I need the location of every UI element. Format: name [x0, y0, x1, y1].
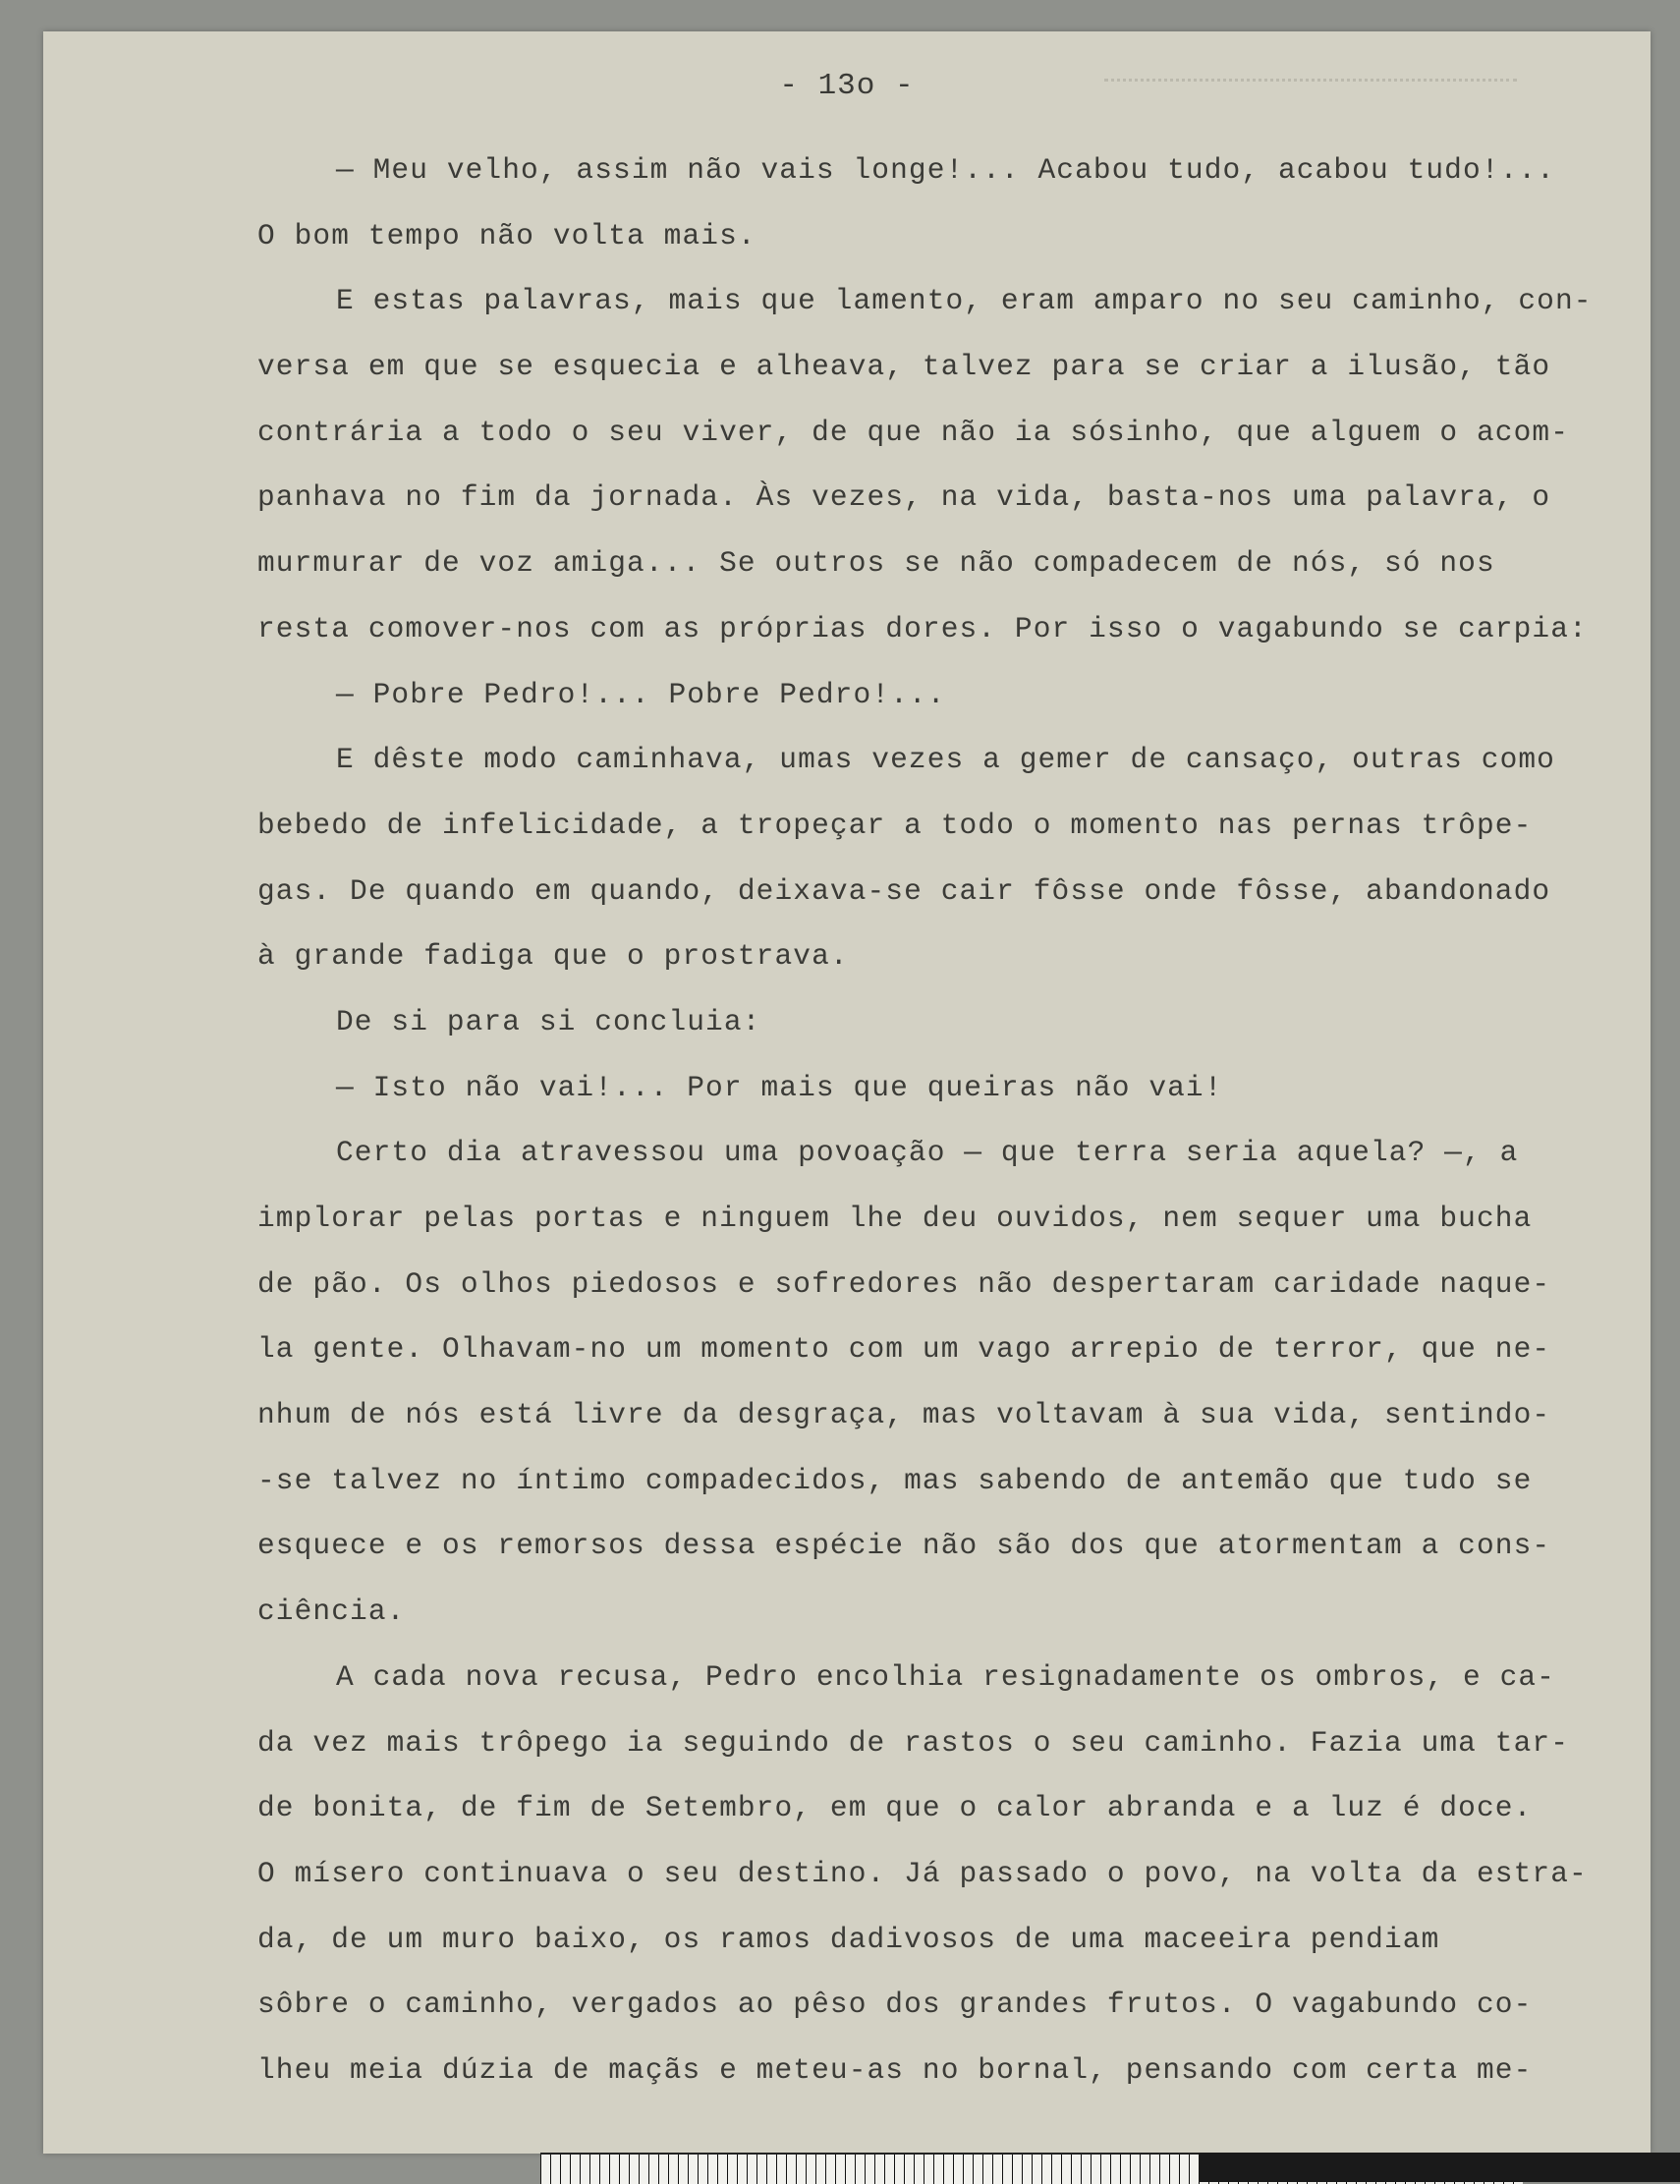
text-line: de pão. Os olhos piedosos e sofredores não despertaram caridade naque-: [257, 1266, 1551, 1301]
text-line: — Isto não vai!... Por mais que queiras não vai!: [336, 1070, 1223, 1104]
text-line: la gente. Olhavam-no um momento com um vago arrepio de terror, que ne-: [257, 1332, 1551, 1367]
text-line: da, de um muro baixo, os ramos dadivosos de uma maceeira pendiam: [257, 1922, 1440, 1956]
text-line: — Meu velho, assim não vais longe!... Acabou tudo, acabou tudo!...: [336, 153, 1555, 187]
typewritten-page: [43, 31, 1651, 2154]
text-line: contrária a todo o seu viver, de que não ia sósinho, que alguem o acom-: [257, 415, 1570, 449]
text-line: A cada nova recusa, Pedro encolhia resignadamente os ombros, e ca-: [336, 1659, 1555, 1694]
text-line: O mísero continuava o seu destino. Já passado o povo, na volta da estra-: [257, 1856, 1588, 1890]
text-line: -se talvez no íntimo compadecidos, mas sabendo de antemão que tudo se: [257, 1463, 1533, 1497]
text-body: [257, 138, 1680, 2103]
text-line: Certo dia atravessou uma povoação — que terra seria aquela? —, a: [336, 1136, 1519, 1170]
text-line: murmurar de voz amiga... Se outros se não compadecem de nós, só nos: [257, 546, 1495, 581]
text-line: O bom tempo não volta mais.: [257, 218, 756, 252]
text-line: implorar pelas portas e ninguem lhe deu ouvidos, nem sequer uma bucha: [257, 1202, 1533, 1235]
text-line: de bonita, de fim de Setembro, em que o calor abranda e a luz é doce.: [257, 1791, 1533, 1825]
text-line: E estas palavras, mais que lamento, eram amparo no seu caminho, con-: [336, 284, 1593, 318]
text-line: à grande fadiga que o prostrava.: [257, 939, 849, 974]
text-line: — Pobre Pedro!... Pobre Pedro!...: [336, 677, 946, 711]
text-line: nhum de nós está livre da desgraça, mas voltavam à sua vida, sentindo-: [257, 1398, 1551, 1432]
text-line: bebedo de infelicidade, a tropeçar a todo o momento nas pernas trôpe-: [257, 808, 1533, 842]
text-line: lheu meia dúzia de maçãs e meteu-as no bornal, pensando com certa me-: [257, 2052, 1533, 2087]
text-line: versa em que se esquecia e alheava, talvez para se criar a ilusão, tão: [257, 350, 1551, 384]
text-line: resta comover-nos com as próprias dores. Por isso o vagabundo se carpia:: [257, 611, 1588, 645]
text-line: ciência.: [257, 1595, 406, 1629]
text-line: esquece e os remorsos dessa espécie não são dos que atormentam a cons-: [257, 1529, 1551, 1563]
text-line: da vez mais trôpego ia seguindo de rastos o seu caminho. Fazia uma tar-: [257, 1725, 1570, 1760]
color-bar: [1199, 2153, 1680, 2182]
page-number: - 13o -: [779, 69, 915, 103]
faint-header-mark: [1104, 79, 1517, 91]
text-line: De si para si concluia:: [336, 1004, 761, 1038]
text-line: sôbre o caminho, vergados ao pêso dos grandes frutos. O vagabundo co-: [257, 1988, 1533, 2022]
text-line: panhava no fim da jornada. Às vezes, na vida, basta-nos uma palavra, o: [257, 480, 1551, 515]
text-line: E dêste modo caminhava, umas vezes a gemer de cansaço, outras como: [336, 743, 1555, 777]
text-line: gas. De quando em quando, deixava-se cair fôsse onde fôsse, abandonado: [257, 873, 1551, 908]
